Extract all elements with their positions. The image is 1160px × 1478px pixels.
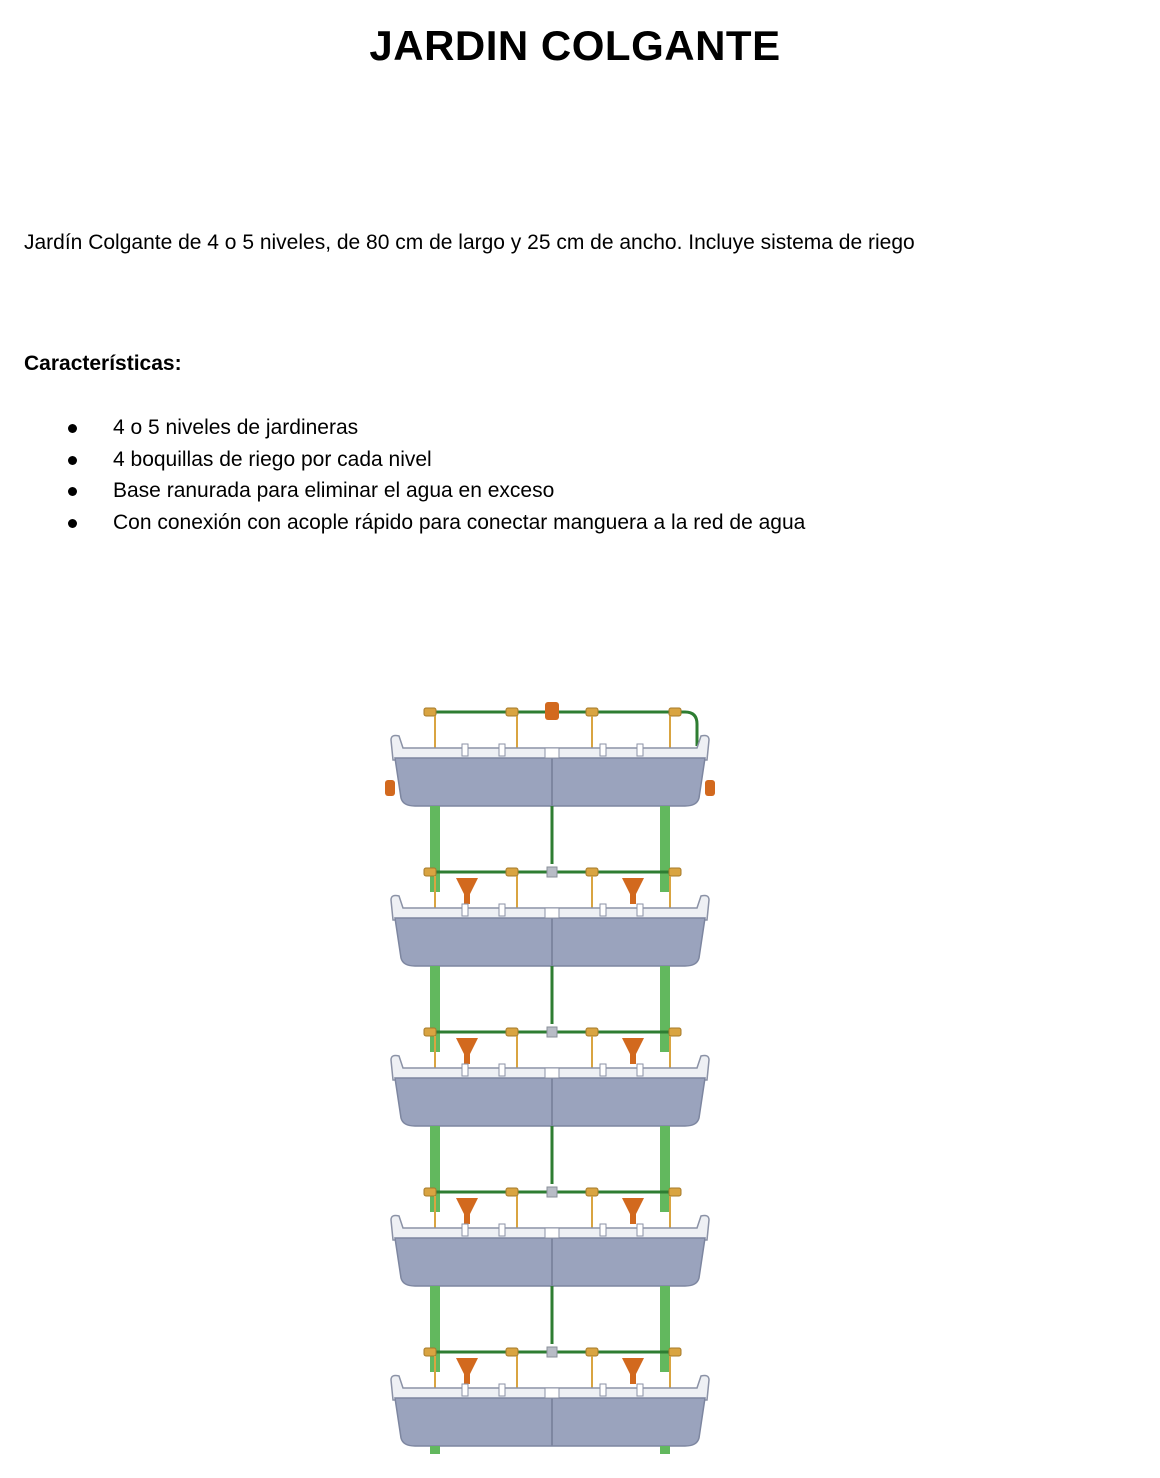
inner-peg: [637, 1064, 643, 1076]
side-connector: [705, 780, 715, 796]
nozzle: [586, 1348, 598, 1356]
planter-body: [395, 1078, 705, 1126]
inner-peg: [499, 744, 505, 756]
nozzle: [424, 708, 436, 716]
funnel: [456, 1038, 478, 1064]
inner-peg: [462, 904, 468, 916]
inner-peg: [499, 1224, 505, 1236]
planter-body: [395, 918, 705, 966]
center-clip: [545, 908, 559, 918]
center-clip: [545, 1388, 559, 1398]
quick-coupler: [545, 702, 559, 720]
nozzle: [586, 868, 598, 876]
nozzle: [506, 1348, 518, 1356]
funnel: [622, 1358, 644, 1384]
nozzle: [586, 1028, 598, 1036]
support-post: [430, 1446, 440, 1454]
inner-peg: [600, 1224, 606, 1236]
bullet-icon: [68, 456, 77, 465]
list-item: [0, 412, 805, 444]
planter-body: [395, 1398, 705, 1446]
list-item: [0, 444, 805, 476]
intro-paragraph: Jardín Colgante de 4 o 5 niveles, de 80 cm de largo y 25 cm de ancho. Incluye sistema de riego: [24, 231, 915, 254]
cross-fitting: [547, 1187, 557, 1197]
cross-fitting: [547, 867, 557, 877]
support-post: [660, 1286, 670, 1372]
inner-peg: [637, 1384, 643, 1396]
planter-level: [391, 1187, 709, 1372]
nozzle: [424, 1188, 436, 1196]
hanging-garden-illustration: [385, 700, 725, 1460]
nozzle: [424, 1348, 436, 1356]
inner-peg: [462, 1064, 468, 1076]
inner-peg: [499, 904, 505, 916]
nozzle: [506, 1188, 518, 1196]
feature-text: 4 boquillas de riego por cada nivel: [113, 447, 432, 471]
nozzle: [669, 708, 681, 716]
funnel: [456, 1358, 478, 1384]
planter-body: [395, 758, 705, 806]
planter-level: [391, 867, 709, 1052]
nozzle: [586, 708, 598, 716]
cross-fitting: [547, 1347, 557, 1357]
nozzle: [669, 1348, 681, 1356]
inner-peg: [637, 744, 643, 756]
support-post: [660, 1446, 670, 1454]
nozzle: [506, 1028, 518, 1036]
inner-peg: [462, 744, 468, 756]
inner-peg: [600, 744, 606, 756]
bullet-icon: [68, 424, 77, 433]
nozzle: [506, 868, 518, 876]
nozzle: [669, 1188, 681, 1196]
list-item: [0, 475, 805, 507]
inner-peg: [462, 1384, 468, 1396]
list-item: [0, 507, 805, 539]
inner-peg: [637, 904, 643, 916]
support-post: [660, 966, 670, 1052]
cross-fitting: [547, 1027, 557, 1037]
funnel: [456, 1198, 478, 1224]
inner-peg: [499, 1064, 505, 1076]
inner-peg: [600, 1384, 606, 1396]
bullet-icon: [68, 519, 77, 528]
inner-peg: [600, 1064, 606, 1076]
nozzle: [424, 868, 436, 876]
feature-text: Con conexión con acople rápido para conectar manguera a la red de agua: [113, 511, 806, 535]
center-clip: [545, 1068, 559, 1078]
planter-level: [391, 1027, 709, 1212]
features-list: [0, 412, 805, 539]
support-post: [660, 1126, 670, 1212]
nozzle: [669, 1028, 681, 1036]
center-clip: [545, 1228, 559, 1238]
bullet-icon: [68, 487, 77, 496]
inner-peg: [637, 1224, 643, 1236]
inner-peg: [499, 1384, 505, 1396]
irrigation-pipe: [425, 712, 697, 746]
planter-body: [395, 1238, 705, 1286]
inner-peg: [462, 1224, 468, 1236]
features-heading: Características:: [24, 352, 182, 375]
funnel: [622, 878, 644, 904]
funnel: [622, 1038, 644, 1064]
feature-text: 4 o 5 niveles de jardineras: [113, 416, 359, 439]
funnel: [456, 878, 478, 904]
inner-peg: [600, 904, 606, 916]
feature-text: Base ranurada para eliminar el agua en exceso: [113, 479, 555, 503]
support-post: [660, 806, 670, 892]
center-clip: [545, 748, 559, 758]
page-title: JARDIN COLGANTE: [369, 22, 781, 69]
nozzle: [424, 1028, 436, 1036]
planter-level: [385, 702, 715, 892]
side-connector: [385, 780, 395, 796]
nozzle: [586, 1188, 598, 1196]
nozzle: [669, 868, 681, 876]
nozzle: [506, 708, 518, 716]
funnel: [622, 1198, 644, 1224]
